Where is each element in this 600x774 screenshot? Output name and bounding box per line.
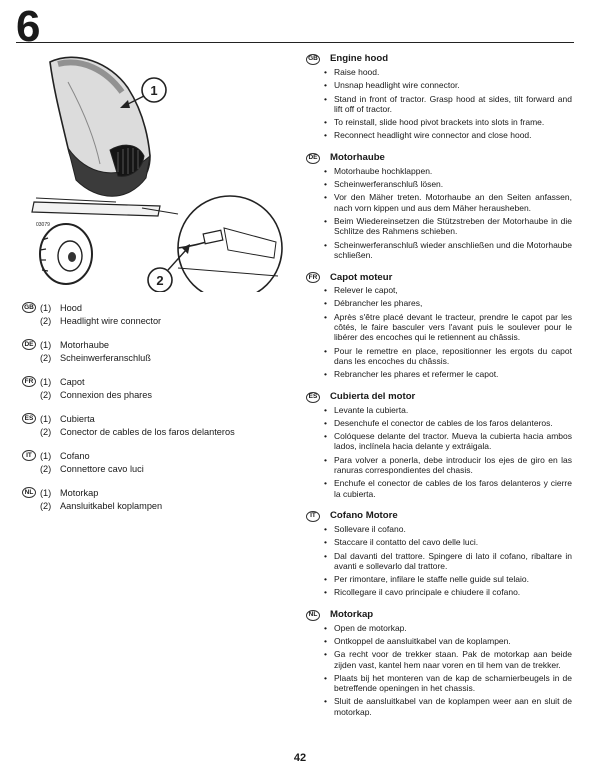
lang-badge-es: ES [22, 413, 36, 424]
frame-bar [36, 198, 116, 202]
step-item: • Vor den Mäher treten. Motorhaube an den Seiten anfassen, nach vorn kippen und aus dem Mäher herausheben. [306, 192, 572, 213]
chassis-frame [32, 202, 160, 216]
section-title: Motorhaube [330, 152, 385, 164]
step-item: • Motorhaube hochklappen. [306, 166, 572, 176]
lang-badge-nl: NL [306, 610, 320, 621]
legend-item: Hood [60, 302, 82, 313]
step-item: • Ontkoppel de aansluitkabel van de koplampen. [306, 636, 572, 646]
legend-nl: NL (1) Motorkap (2) Aansluitkabel koplampen [22, 486, 292, 512]
lang-badge-de: DE [306, 153, 320, 164]
step-item: • Ga recht voor de trekker staan. Pak de motorkap aan beide zijden vast, kantel hem naar voren en til hem van de trekker. [306, 649, 572, 670]
step-item: • Scheinwerferanschluß wieder anschließen und die Motorhaube schließen. [306, 240, 572, 261]
step-item: • To reinstall, slide hood pivot brackets into slots in frame. [306, 117, 572, 127]
lang-badge-gb: GB [306, 54, 320, 65]
legend-item: Capot [60, 376, 85, 387]
section-fr [306, 272, 572, 379]
step-item: • Plaats bij het monteren van de kap de scharnierbeugels in de betreffende openingen in het chassis. [306, 673, 572, 694]
part-code: 03079 [36, 222, 50, 228]
legend-item: Cubierta [60, 413, 95, 424]
legend-item: Cofano [60, 450, 90, 461]
lang-badge-it: IT [306, 511, 320, 522]
legend-gb: GB (1) Hood (2) Headlight wire connector [22, 301, 292, 327]
section-gb [306, 54, 572, 141]
page-number: 42 [293, 752, 307, 764]
step-item: • Unsnap headlight wire connector. [306, 80, 572, 90]
legend-item: Motorhaube [60, 339, 110, 350]
hood-illustration [28, 52, 290, 292]
legend-es: ES (1) Cubierta (2) Conector de cables de los faros delanteros [22, 412, 292, 438]
lang-badge-gb: GB [22, 302, 36, 313]
legend-de: DE (1) Motorhaube (2) Scheinwerferanschluß [22, 338, 292, 364]
step-item: • Reconnect headlight wire connector and close hood. [306, 130, 572, 140]
instruction-sections [306, 54, 572, 729]
lang-badge-fr: FR [306, 272, 320, 283]
step-item: • Desenchufe el conector de cables de los faros delanteros. [306, 418, 572, 428]
callout-2-label: 2 [156, 273, 164, 288]
legend-item: Connexion des phares [60, 389, 152, 400]
legend-item: Conector de cables de los faros delanteros [60, 426, 235, 437]
header-rule [16, 42, 574, 43]
section-it [306, 511, 572, 598]
lang-badge-es: ES [306, 392, 320, 403]
legend-item: Motorkap [60, 487, 99, 498]
step-item: • Para volver a ponerla, debe introducir los ejes de giro en las ranuras correspondientes del chasis. [306, 455, 572, 476]
step-item: • Stand in front of tractor. Grasp hood at sides, tilt forward and lift off of tractor. [306, 94, 572, 115]
chapter-number: 6 [16, 2, 41, 51]
step-item: • Beim Wiedereinsetzen die Stützstreben der Motorhaube in die Schlitze des Rahmens schieben. [306, 216, 572, 237]
legend-item: Connettore cavo luci [60, 463, 144, 474]
section-title: Cubierta del motor [330, 390, 416, 402]
section-es [306, 392, 572, 499]
section-de [306, 153, 572, 260]
step-item: • Ricollegare il cavo principale e chiudere il cofano. [306, 587, 572, 597]
step-item: • Pour le remettre en place, repositionner les ergots du capot dans les encoches du châssis. [306, 346, 572, 367]
legend-item: Headlight wire connector [60, 315, 162, 326]
step-item: • Staccare il contatto del cavo delle luci. [306, 537, 572, 547]
step-item: • Débrancher les phares, [306, 298, 572, 308]
step-item: • Colóquese delante del tractor. Mueva la cubierta hacia ambos lados, inclínela hacia delante y extráigala. [306, 431, 572, 452]
lang-badge-it: IT [22, 450, 36, 461]
step-item: • Rebrancher les phares et refermer le capot. [306, 369, 572, 379]
step-item: • Après s'être placé devant le tracteur, prendre le capot par les côtés, le faire basculer vers l'avant puis le soulever pour le libérer des encoches qui le retiennent au châssis. [306, 312, 572, 343]
step-item: • Enchufe el conector de cables de los faros delanteros y cierre la cubierta. [306, 478, 572, 499]
legend-item: Aansluitkabel koplampen [60, 500, 163, 511]
legend-item: Scheinwerferanschluß [60, 352, 151, 363]
lang-badge-de: DE [22, 339, 36, 350]
step-item: • Scheinwerferanschluß lösen. [306, 179, 572, 189]
step-item: • Sollevare il cofano. [306, 524, 572, 534]
wheel-hub [68, 252, 76, 262]
section-title: Motorkap [330, 609, 374, 621]
part-legend [22, 301, 292, 523]
step-item: • Per rimontare, infilare le staffe nelle guide sul telaio. [306, 574, 572, 584]
lang-badge-nl: NL [22, 487, 36, 498]
section-nl [306, 610, 572, 717]
step-item: • Relever le capot, [306, 285, 572, 295]
step-item: • Levante la cubierta. [306, 405, 572, 415]
legend-it: IT (1) Cofano (2) Connettore cavo luci [22, 449, 292, 475]
step-item: • Raise hood. [306, 67, 572, 77]
step-item: • Dal davanti del trattore. Spingere di lato il cofano, ribaltare in avanti e sollevarlo dal trattore. [306, 551, 572, 572]
callout-1-label: 1 [150, 83, 158, 98]
step-item: • Open de motorkap. [306, 623, 572, 633]
step-item: • Sluit de aansluitkabel van de koplampen weer aan en sluit de motorkap. [306, 696, 572, 717]
section-title: Engine hood [330, 53, 389, 65]
section-title: Capot moteur [330, 271, 393, 283]
lang-badge-fr: FR [22, 376, 36, 387]
legend-fr: FR (1) Capot (2) Connexion des phares [22, 375, 292, 401]
section-title: Cofano Motore [330, 510, 398, 522]
